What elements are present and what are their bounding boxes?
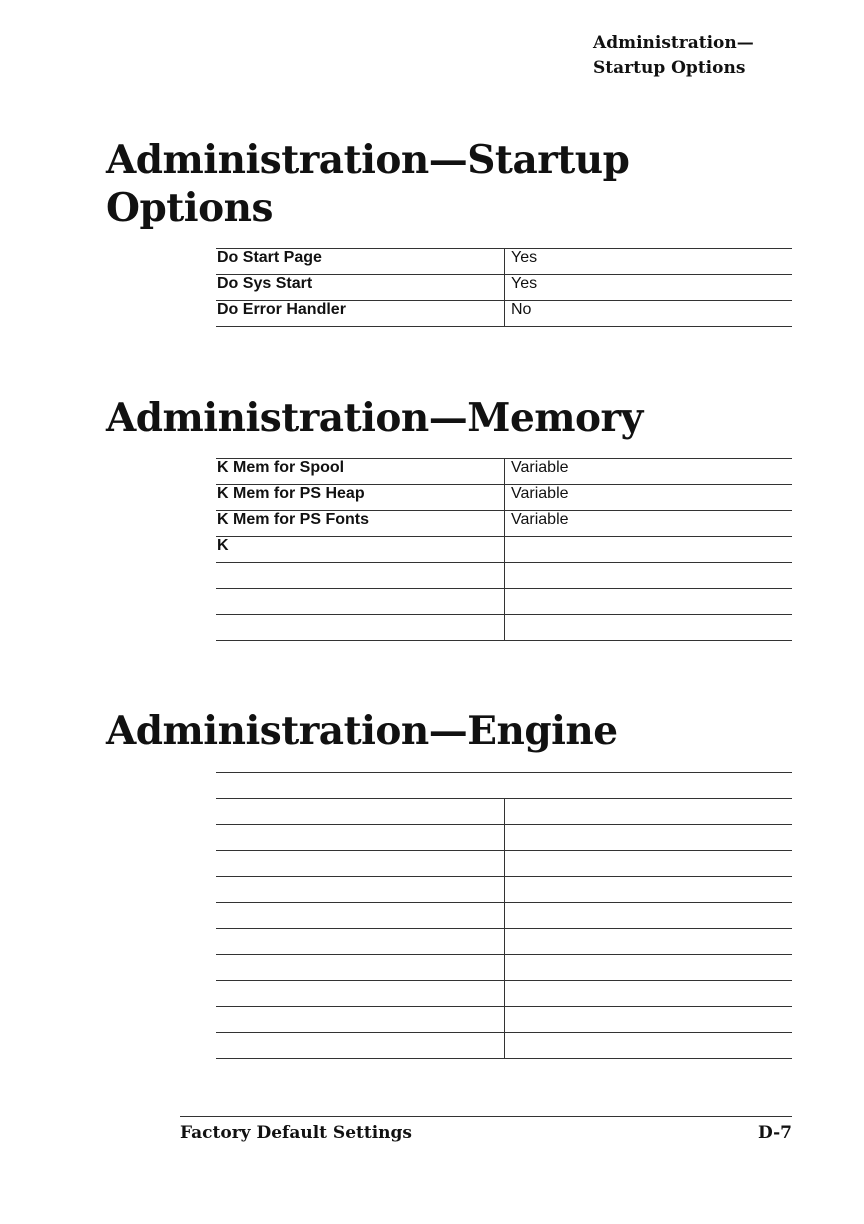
- setting-value: [505, 563, 793, 589]
- setting-value: Variable: [505, 459, 793, 485]
- setting-label: [216, 1007, 504, 1033]
- table-row: [216, 615, 792, 641]
- table-row: [216, 537, 792, 563]
- table-row: [216, 275, 792, 301]
- setting-label: K Mem for PS Fonts: [216, 511, 505, 537]
- table-row: [216, 799, 792, 825]
- setting-value: [504, 877, 792, 903]
- setting-label: [216, 799, 504, 825]
- setting-value: Yes: [505, 275, 793, 301]
- footer-divider: [180, 1116, 792, 1117]
- setting-label: Do Sys Start: [216, 275, 505, 301]
- table-row: [216, 1033, 792, 1059]
- running-head: [593, 31, 754, 81]
- setting-label: [216, 981, 504, 1007]
- setting-label: [216, 615, 505, 641]
- startup-options-table: [216, 248, 792, 327]
- page-number: D-7: [758, 1123, 792, 1143]
- setting-value: Variable: [505, 511, 793, 537]
- table-row: [216, 249, 792, 275]
- setting-value: [505, 615, 793, 641]
- section-title-engine: Administration—Engine: [106, 708, 618, 754]
- setting-label: Do Start Page: [216, 249, 505, 275]
- section-title-memory: Administration—Memory: [106, 395, 643, 441]
- setting-value: [504, 1033, 792, 1059]
- setting-label: [216, 851, 504, 877]
- setting-label: [216, 825, 504, 851]
- setting-label: [216, 903, 504, 929]
- setting-label: Do Error Handler: [216, 301, 505, 327]
- setting-label: K Mem for Spool: [216, 459, 505, 485]
- table-header-row: [216, 773, 792, 799]
- setting-label: [216, 929, 504, 955]
- table-row: [216, 485, 792, 511]
- engine-table-header: [216, 773, 792, 799]
- table-row: [216, 955, 792, 981]
- setting-value: [504, 825, 792, 851]
- table-row: [216, 459, 792, 485]
- setting-label: K Mem for PS Heap: [216, 485, 505, 511]
- setting-value: Yes: [505, 249, 793, 275]
- setting-value: [504, 981, 792, 1007]
- setting-label: [216, 955, 504, 981]
- engine-table: [216, 772, 792, 1059]
- setting-value: [505, 589, 793, 615]
- footer-chapter-title: Factory Default Settings: [180, 1123, 412, 1143]
- table-row: [216, 301, 792, 327]
- setting-label: [216, 1033, 504, 1059]
- setting-label: [216, 563, 505, 589]
- setting-label: [216, 589, 505, 615]
- setting-value: Variable: [505, 485, 793, 511]
- table-row: [216, 511, 792, 537]
- setting-label: K: [216, 537, 505, 563]
- table-row: [216, 903, 792, 929]
- table-row: [216, 981, 792, 1007]
- table-row: [216, 1007, 792, 1033]
- setting-value: [504, 955, 792, 981]
- setting-value: [504, 903, 792, 929]
- running-head-line-2: Startup Options: [593, 58, 746, 78]
- table-row: [216, 825, 792, 851]
- setting-value: [504, 799, 792, 825]
- setting-label: [216, 877, 504, 903]
- section-title-startup: Administration—Startup Options: [106, 137, 630, 231]
- setting-value: No: [505, 301, 793, 327]
- table-row: [216, 563, 792, 589]
- setting-value: [504, 851, 792, 877]
- setting-value: [504, 929, 792, 955]
- table-row: [216, 851, 792, 877]
- memory-table: [216, 458, 792, 641]
- setting-value: [504, 1007, 792, 1033]
- running-head-line-1: Administration—: [593, 33, 754, 53]
- table-row: [216, 929, 792, 955]
- table-row: [216, 589, 792, 615]
- setting-value: [505, 537, 793, 563]
- table-row: [216, 877, 792, 903]
